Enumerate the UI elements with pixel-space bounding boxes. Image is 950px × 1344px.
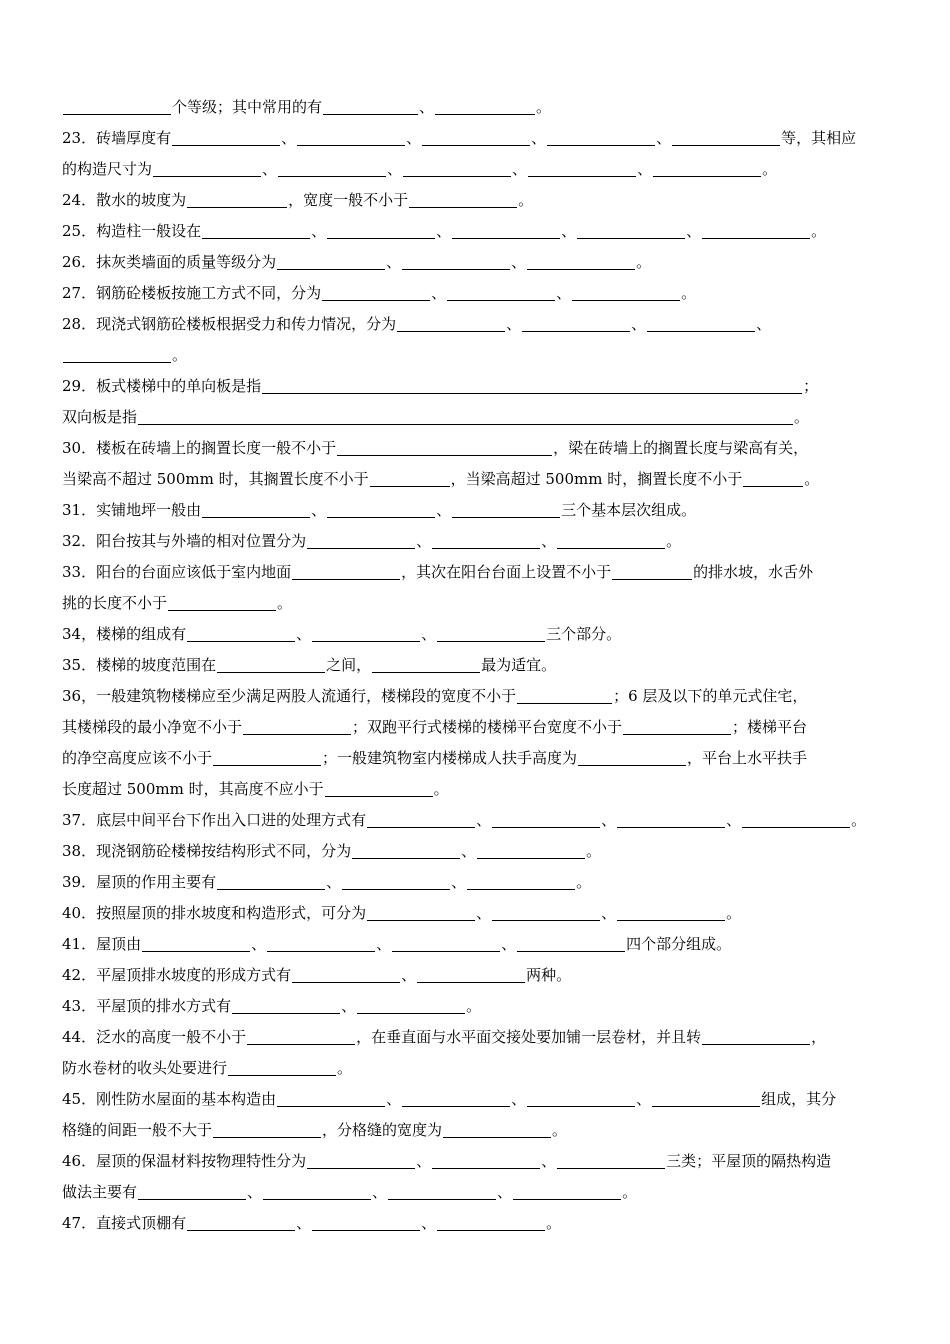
text-line: 当梁高不超过 500mm 时，其搁置长度不小于 ，当梁高超过 500mm 时，搁置长度不小于 。 [62,470,820,488]
question-35: 35．楼梯的坡度范围在 之间， 最为适宜。 [62,656,557,674]
answer-blank[interactable] [138,407,793,425]
answer-blank[interactable] [277,252,385,270]
answer-blank[interactable] [357,996,465,1014]
answer-blank[interactable] [527,252,635,270]
text-line: 长度超过 500mm 时，其高度不应小于 。 [62,780,449,798]
question-34: 34，楼梯的组成有 、 、 三个部分。 [62,625,622,643]
answer-blank[interactable] [307,531,415,549]
answer-blank[interactable] [443,1120,551,1138]
answer-blank[interactable] [437,1213,545,1231]
question-37: 37．底层中间平台下作出入口进的处理方式有 、 、 、 。 [62,811,867,829]
question-25: 25．构造柱一般设在 、 、 、 、 。 [62,222,827,240]
answer-blank[interactable] [247,1027,355,1045]
answer-blank[interactable] [402,1089,510,1107]
answer-blank[interactable] [292,965,400,983]
answer-blank[interactable] [327,221,435,239]
answer-blank[interactable] [202,221,310,239]
question-44: 44．泛水的高度一般不小于 ，在垂直面与水平面交接处要加铺一层卷材，并且转 ， [62,1028,827,1046]
answer-blank[interactable] [297,128,405,146]
question-40: 40．按照屋顶的排水坡度和构造形式，可分为 、 、 。 [62,904,742,922]
answer-blank[interactable] [647,314,755,332]
answer-blank[interactable] [187,190,287,208]
answer-blank[interactable] [432,1151,540,1169]
answer-blank[interactable] [578,748,686,766]
text-line: 防水卷材的收头处要进行 。 [62,1059,353,1077]
answer-blank[interactable] [277,1089,385,1107]
answer-blank[interactable] [612,562,692,580]
answer-blank[interactable] [557,531,665,549]
question-45: 45．刚性防水屋面的基本构造由 、 、 、 组成，其分 [62,1090,837,1108]
text-line: 的构造尺寸为 、 、 、 、 。 [62,160,778,178]
answer-blank[interactable] [522,314,630,332]
question-36: 36，一般建筑物楼梯应至少满足两股人流通行，楼梯段的宽度不小于 ；6 层及以下的单元式住宅， [62,687,808,705]
answer-blank[interactable] [617,810,725,828]
answer-blank[interactable] [467,872,575,890]
answer-blank[interactable] [63,345,171,363]
text-line: 个等级；其中常用的有 、 。 [62,92,874,123]
answer-blank[interactable] [323,97,418,115]
answer-blank[interactable] [142,934,250,952]
answer-blank[interactable] [327,500,435,518]
answer-blank[interactable] [352,841,460,859]
question-39: 39．屋顶的作用主要有 、 、 。 [62,873,592,891]
answer-blank[interactable] [517,934,625,952]
question-41: 41．屋顶由 、 、 、 四个部分组成。 [62,935,732,953]
answer-blank[interactable] [372,655,480,673]
answer-blank[interactable] [672,128,780,146]
question-27: 27．钢筋砼楼板按施工方式不同，分为 、 、 。 [62,284,697,302]
text-line: 挑的长度不小于 。 [62,594,293,612]
text-line: 其楼梯段的最小净宽不小于 ；双跑平行式楼梯的楼梯平台宽度不小于 ；楼梯平台 [62,718,808,736]
answer-blank[interactable] [452,221,560,239]
answer-blank[interactable] [217,872,325,890]
answer-blank[interactable] [528,159,636,177]
answer-blank[interactable] [263,1182,371,1200]
answer-blank[interactable] [392,934,500,952]
text-line: 。 [62,340,874,371]
answer-blank[interactable] [217,655,325,673]
answer-blank[interactable] [187,1213,295,1231]
answer-blank[interactable] [397,314,505,332]
answer-blank[interactable] [232,996,340,1014]
answer-blank[interactable] [702,221,810,239]
answer-blank[interactable] [388,1182,496,1200]
question-24: 24．散水的坡度为 ，宽度一般不小于 。 [62,191,534,209]
answer-blank[interactable] [437,624,545,642]
answer-blank[interactable] [702,1027,810,1045]
answer-blank[interactable] [452,500,560,518]
answer-blank[interactable] [322,283,430,301]
question-38: 38．现浇钢筋砼楼梯按结构形式不同，分为 、 。 [62,842,602,860]
question-32: 32．阳台按其与外墙的相对位置分为 、 、 。 [62,532,682,550]
answer-blank[interactable] [292,562,400,580]
answer-blank[interactable] [367,903,475,921]
question-47: 47．直接式顶棚有 、 、 。 [62,1214,562,1232]
question-31: 31．实铺地坪一般由 、 、 三个基本层次组成。 [62,501,697,519]
answer-blank[interactable] [435,97,535,115]
answer-blank[interactable] [312,624,420,642]
answer-blank[interactable] [342,872,450,890]
answer-blank[interactable] [653,159,761,177]
text-line: 格缝的间距一般不大于 ，分格缝的宽度为 。 [62,1121,568,1139]
answer-blank[interactable] [213,1120,321,1138]
answer-blank[interactable] [742,810,850,828]
answer-blank[interactable] [513,1182,621,1200]
answer-blank[interactable] [422,128,530,146]
answer-blank[interactable] [477,841,585,859]
answer-blank[interactable] [187,624,295,642]
answer-blank[interactable] [517,686,612,704]
answer-blank[interactable] [267,934,375,952]
answer-blank[interactable] [617,903,725,921]
text-line: 做法主要有 、 、 、 。 [62,1183,638,1201]
question-33: 33．阳台的台面应该低于室内地面 ，其次在阳台台面上设置不小于 的排水坡，水舌外 [62,563,814,581]
answer-blank[interactable] [403,159,511,177]
answer-blank[interactable] [202,500,310,518]
answer-blank[interactable] [409,190,517,208]
answer-blank[interactable] [213,748,321,766]
question-28: 28．现浇式钢筋砼楼板根据受力和传力情况，分为 、 、 、 [62,315,772,333]
question-29: 29．板式楼梯中的单向板是指 ； [62,377,819,395]
answer-blank[interactable] [325,779,433,797]
answer-blank[interactable] [652,1089,760,1107]
question-26: 26．抹灰类墙面的质量等级分为 、 、 。 [62,253,652,271]
answer-blank[interactable] [743,469,803,487]
answer-blank[interactable] [337,438,552,456]
answer-blank[interactable] [63,97,171,115]
answer-blank[interactable] [312,1213,420,1231]
answer-blank[interactable] [527,1089,635,1107]
answer-blank[interactable] [577,221,685,239]
answer-blank[interactable] [492,810,600,828]
answer-blank[interactable] [370,469,450,487]
answer-blank[interactable] [492,903,600,921]
question-42: 42．平屋顶排水坡度的形成方式有 、 两种。 [62,966,572,984]
answer-blank[interactable] [243,717,351,735]
answer-blank[interactable] [447,283,555,301]
question-23: 23．砖墙厚度有 、 、 、 、 等，其相应 [62,129,857,147]
text-line: 的净空高度应该不小于 ；一般建筑物室内楼梯成人扶手高度为 ，平台上水平扶手 [62,749,808,767]
answer-blank[interactable] [623,717,731,735]
answer-blank[interactable] [547,128,655,146]
answer-blank[interactable] [572,283,680,301]
exercise-sheet [62,92,874,1239]
answer-blank[interactable] [278,159,386,177]
question-30: 30．楼板在砖墙上的搁置长度一般不小于 ，梁在砖墙上的搁置长度与梁高有关， [62,439,809,457]
answer-blank[interactable] [417,965,525,983]
answer-blank[interactable] [367,810,475,828]
question-46: 46．屋顶的保温材料按物理特性分为 、 、 三类；平屋顶的隔热构造 [62,1152,832,1170]
question-43: 43．平屋顶的排水方式有 、 。 [62,997,482,1015]
answer-blank[interactable] [307,1151,415,1169]
answer-blank[interactable] [153,159,261,177]
answer-blank[interactable] [557,1151,665,1169]
text-line: 双向板是指 。 [62,408,810,426]
answer-blank[interactable] [402,252,510,270]
answer-blank[interactable] [228,1058,336,1076]
answer-blank[interactable] [172,128,280,146]
answer-blank[interactable] [262,376,802,394]
answer-blank[interactable] [138,1182,246,1200]
answer-blank[interactable] [168,593,276,611]
answer-blank[interactable] [432,531,540,549]
